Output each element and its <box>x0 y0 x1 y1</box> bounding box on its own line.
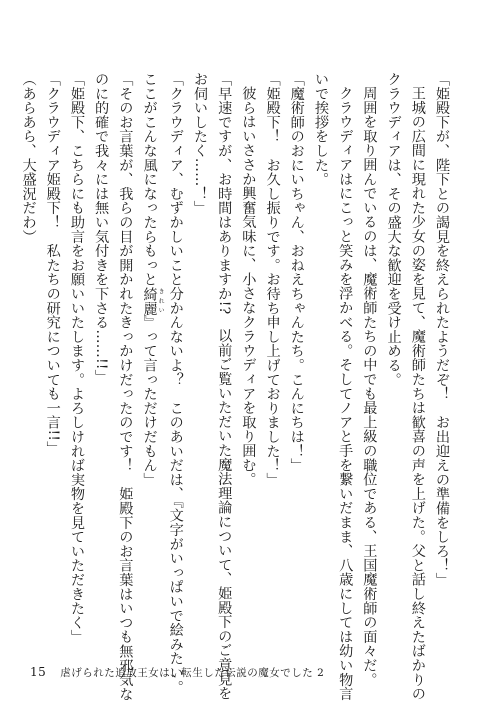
text-line: ここがこんな風になったらもっと綺麗 きれい』って言っただけだもん」 <box>141 72 165 487</box>
text-line: 王城の広間に現れた少女の姿を見て、魔術師たちは歓喜の声を上げた。父と話し終えたばかりの <box>409 86 426 702</box>
text-line: 「姫殿下、こちらにも助言をお願いいたします。よろしければ実物を見ていただきたく」 <box>68 72 85 644</box>
text-line: 「姫殿下！ お久し振りです。お待ち申し上げておりました！」 <box>264 72 281 487</box>
text-line: 「魔術師のおにいちゃん、おねえちゃんたち。こんにちは！」 <box>288 72 305 473</box>
text-line: 「早速ですが、お時間はありますか!? 以前ご覧いただいた魔法理論について、姫殿下のご意見を <box>216 72 233 701</box>
text-line: クラウディアはにこっと笑みを浮かべる。そしてノアと手を繋いだまま、八歳にしては幼い物言 <box>337 86 354 702</box>
text-line: 周囲を取り囲んでいるのは、魔術師たちの中でも最上級の職位である、王国魔術師の面々だ。 <box>361 86 378 687</box>
text-line: 「クラウディア、むずかしいこと分かんないよ？ このあいだは、『文字がいっぱいで絵みたい。 <box>167 72 184 695</box>
text-line: お伺いしたく……！」 <box>191 72 208 215</box>
text-line: 「姫殿下が、陛下との謁見を終えられたようだぞ！ お出迎えの準備をしろ！」 <box>434 72 450 587</box>
text-line: 「クラウディア姫殿下！ 私たちの研究についても一言!!」 <box>44 72 61 456</box>
text-line: いで挨拶をした。 <box>312 72 329 187</box>
text-line: （あらあら、大盛況だわ） <box>20 72 37 244</box>
ruby-annotation: 綺麗 きれい <box>141 286 165 316</box>
text-line: 「そのお言葉が、我らの目が開かれたきっかけだったのです！ 姫殿下のお言葉はいつも無邪気な <box>117 72 134 702</box>
text-line: 彼らはいささか興奮気味に、小さなクラウディアを取り囲む。 <box>240 86 257 487</box>
page-footer <box>30 665 324 680</box>
text-line: のに的確で我々には無い気付きを下さる……!!」 <box>93 72 110 384</box>
running-title: 虐げられた追放王女は、転生した伝説の魔女でした 2 <box>60 667 325 679</box>
page-number: 15 <box>30 665 47 679</box>
text-line: クラウディアは、その盛大な歓迎を受け止める。 <box>385 72 402 387</box>
